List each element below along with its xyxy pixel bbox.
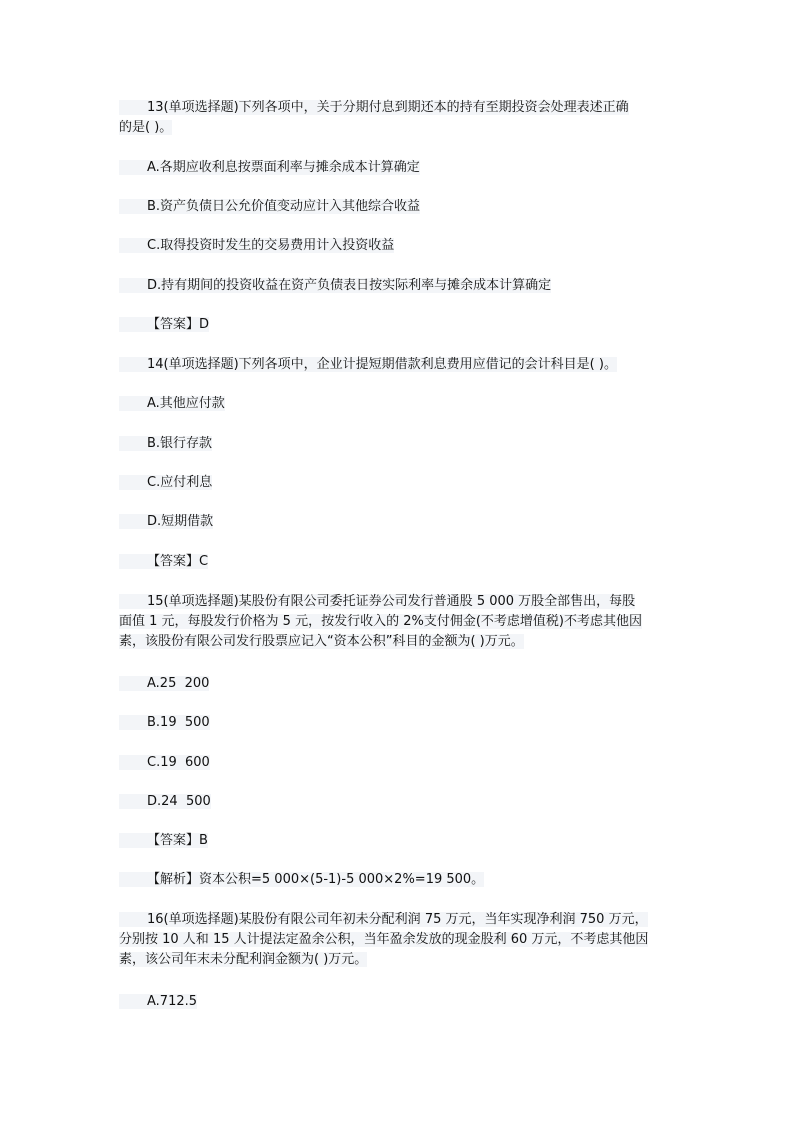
question-16-line-3: 素，该公司年末未分配利润金额为( )万元。 bbox=[119, 952, 368, 967]
question-15-answer: 【答案】B bbox=[119, 831, 679, 851]
question-16-option-a: A.712.5 bbox=[119, 992, 679, 1012]
question-16-line-1: 16(单项选择题)某股份有限公司年初未分配利润 75 万元，当年实现净利润 750 万元， bbox=[147, 912, 648, 927]
question-13-option-d: D.持有期间的投资收益在资产负债表日按实际利率与摊余成本计算确定 bbox=[119, 276, 679, 296]
question-14-option-d: D.短期借款 bbox=[119, 512, 679, 532]
question-13-answer: 【答案】D bbox=[119, 315, 679, 335]
question-15-stem bbox=[119, 592, 679, 652]
question-15-option-d: D.24 500 bbox=[119, 792, 679, 812]
question-13-line-2: 的是( )。 bbox=[119, 120, 173, 135]
question-14-option-c: C.应付利息 bbox=[119, 473, 679, 493]
question-13-stem bbox=[119, 98, 679, 138]
question-13-line-1: 13(单项选择题)下列各项中，关于分期付息到期还本的持有至期投资会处理表述正确 bbox=[147, 100, 629, 115]
question-15-option-c: C.19 600 bbox=[119, 753, 679, 773]
question-15-line-3: 素，该股份有限公司发行股票应记入“资本公积”科目的金额为( )万元。 bbox=[119, 634, 524, 649]
question-15-line-1: 15(单项选择题)某股份有限公司委托证券公司发行普通股 5 000 万股全部售出，每股 bbox=[147, 594, 636, 609]
question-14-answer: 【答案】C bbox=[119, 552, 679, 572]
question-15-option-a: A.25 200 bbox=[119, 674, 679, 694]
question-16-line-2: 分别按 10 人和 15 人计提法定盈余公积，当年盈余发放的现金股利 60 万元，不考虑其他因 bbox=[119, 932, 649, 947]
question-14-option-b: B.银行存款 bbox=[119, 434, 679, 454]
question-15-analysis: 【解析】资本公积=5 000×(5-1)-5 000×2%=19 500。 bbox=[119, 870, 679, 890]
question-14-option-a: A.其他应付款 bbox=[119, 394, 679, 414]
question-15-line-2: 面值 1 元，每股发行价格为 5 元，按发行收入的 2%支付佣金(不考虑增值税)不考虑其他因 bbox=[119, 614, 642, 629]
question-13-option-b: B.资产负债日公允价值变动应计入其他综合收益 bbox=[119, 197, 679, 217]
question-15-option-b: B.19 500 bbox=[119, 713, 679, 733]
question-13-option-a: A.各期应收利息按票面利率与摊余成本计算确定 bbox=[119, 158, 679, 178]
question-14-stem: 14(单项选择题)下列各项中，企业计提短期借款利息费用应借记的会计科目是( )。 bbox=[119, 355, 679, 375]
question-16-stem bbox=[119, 910, 679, 970]
question-13-option-c: C.取得投资时发生的交易费用计入投资收益 bbox=[119, 236, 679, 256]
